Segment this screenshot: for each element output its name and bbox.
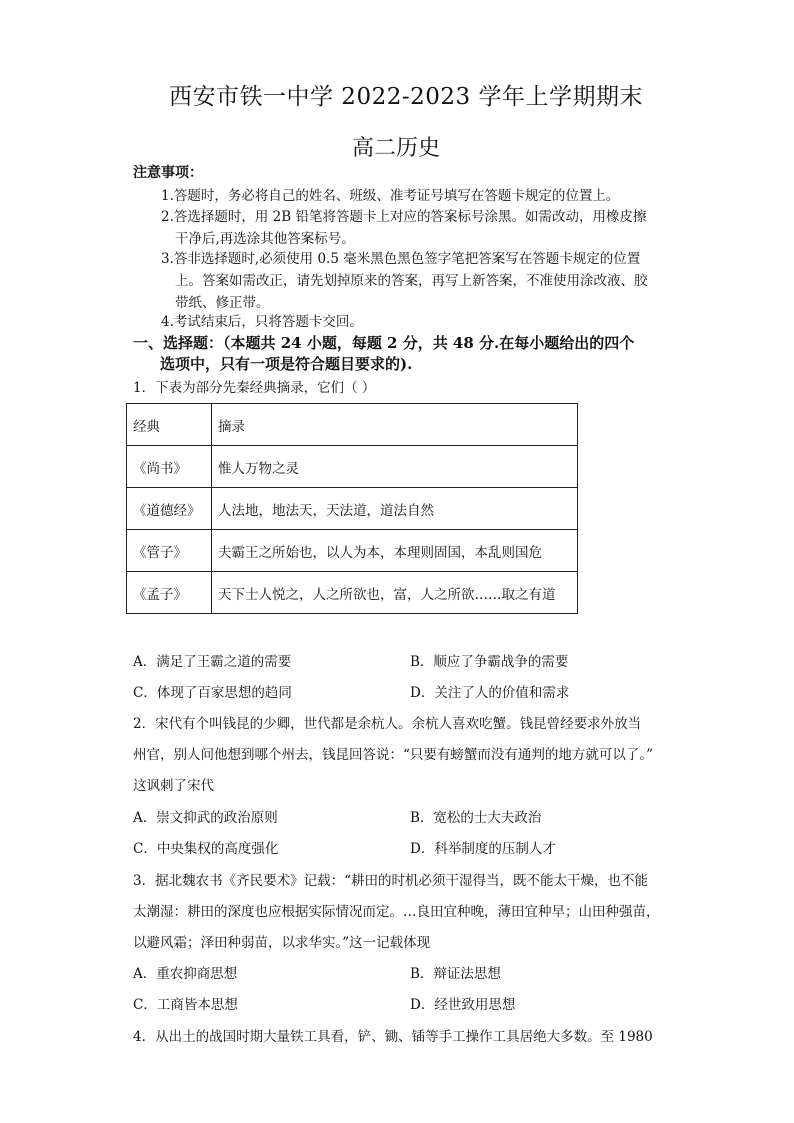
notice-item-1: 1.答题时，务必将自己的姓名、班级、准考证号填写在答题卡规定的位置上。 <box>161 188 620 204</box>
table-cell: 《孟子》 <box>127 572 212 614</box>
table-cell: 天下士人悦之，人之所欲也，富，人之所欲……取之有道 <box>212 572 578 614</box>
q2-option-c: C．中央集权的高度强化 <box>133 841 279 857</box>
q1-option-a: A．满足了王霸之道的需要 <box>133 654 292 670</box>
table-header-cell: 摘录 <box>212 404 578 446</box>
table-header-row <box>127 404 578 446</box>
q2-option-b: B．宽松的士大夫政治 <box>410 810 542 826</box>
q2-option-d: D．科举制度的压制人才 <box>410 841 556 857</box>
table-cell: 《管子》 <box>127 530 212 572</box>
table-row <box>127 446 578 488</box>
q2-option-a: A．崇文抑武的政治原则 <box>133 810 278 826</box>
table-cell: 夫霸王之所始也，以人为本，本理则固国，本乱则国危 <box>212 530 578 572</box>
q3-option-a: A．重农抑商思想 <box>133 966 238 982</box>
table-cell: 人法地，地法天，天法道，道法自然 <box>212 488 578 530</box>
subject-title: 高二历史 <box>352 136 441 161</box>
page-title: 西安市铁一中学 2022-2023 学年上学期期末 <box>169 84 643 110</box>
question-4-stem: 4．从出土的战国时期大量铁工具看，铲、锄、锸等手工操作工具居绝大多数。至 1980 <box>133 1029 653 1045</box>
section-heading-line1: 一、选择题：（本题共 24 小题，每题 2 分，共 48 分.在每小题给出的四个 <box>133 334 635 352</box>
notice-item-4: 4.考试结束后，只将答题卡交回。 <box>161 314 363 330</box>
question-3-stem: 3．据北魏农书《齐民要术》记载：“耕田的时机必须干湿得当，既不能太干燥，也不能 太潮湿：耕田的深度也应根据实际情况而定。…良田宜种晚，薄田宜种早；山田种强苗， 以避风霜；泽田种弱苗，以求华实。”这一记载体现 <box>133 873 660 951</box>
table-header-cell: 经典 <box>127 404 212 446</box>
table-row <box>127 572 578 614</box>
question-1-stem: 1．下表为部分先秦经典摘录，它们（ ） <box>133 380 376 396</box>
q3-option-d: D．经世致用思想 <box>410 997 516 1013</box>
section-heading-line2: 选项中，只有一项是符合题目要求的). <box>160 355 413 373</box>
table-row <box>127 530 578 572</box>
notice-heading: 注意事项： <box>133 165 203 181</box>
table-cell: 《尚书》 <box>127 446 212 488</box>
classics-table <box>126 403 578 614</box>
q1-option-d: D．关注了人的价值和需求 <box>410 685 570 701</box>
q1-option-b: B．顺应了争霸战争的需要 <box>410 654 569 670</box>
q3-option-c: C．工商皆本思想 <box>133 997 238 1013</box>
table-cell: 《道德经》 <box>127 488 212 530</box>
table-cell: 惟人万物之灵 <box>212 446 578 488</box>
question-2-stem: 2．宋代有个叫钱昆的少卿，世代都是余杭人。余杭人喜欢吃蟹。钱昆曾经要求外放当 州官，别人问他想到哪个州去，钱昆回答说：“只要有螃蟹而没有通判的地方就可以了。” 这讽刺了宋代 <box>133 716 654 794</box>
notice-item-3: 3.答非选择题时,必须使用 0.5 毫米黑色黑色签字笔把答案写在答题卡规定的位置 上。答案如需改正，请先划掉原来的答案，再写上新答案，不准使用涂改液、胶 带纸、修正带。 <box>161 251 648 311</box>
table-row <box>127 488 578 530</box>
notice-item-2: 2.答选择题时，用 2B 铅笔将答题卡上对应的答案标号涂黑。如需改动，用橡皮擦 干净后,再选涂其他答案标号。 <box>161 209 647 247</box>
q1-option-c: C．体现了百家思想的趋同 <box>133 685 292 701</box>
q3-option-b: B．辩证法思想 <box>410 966 501 982</box>
